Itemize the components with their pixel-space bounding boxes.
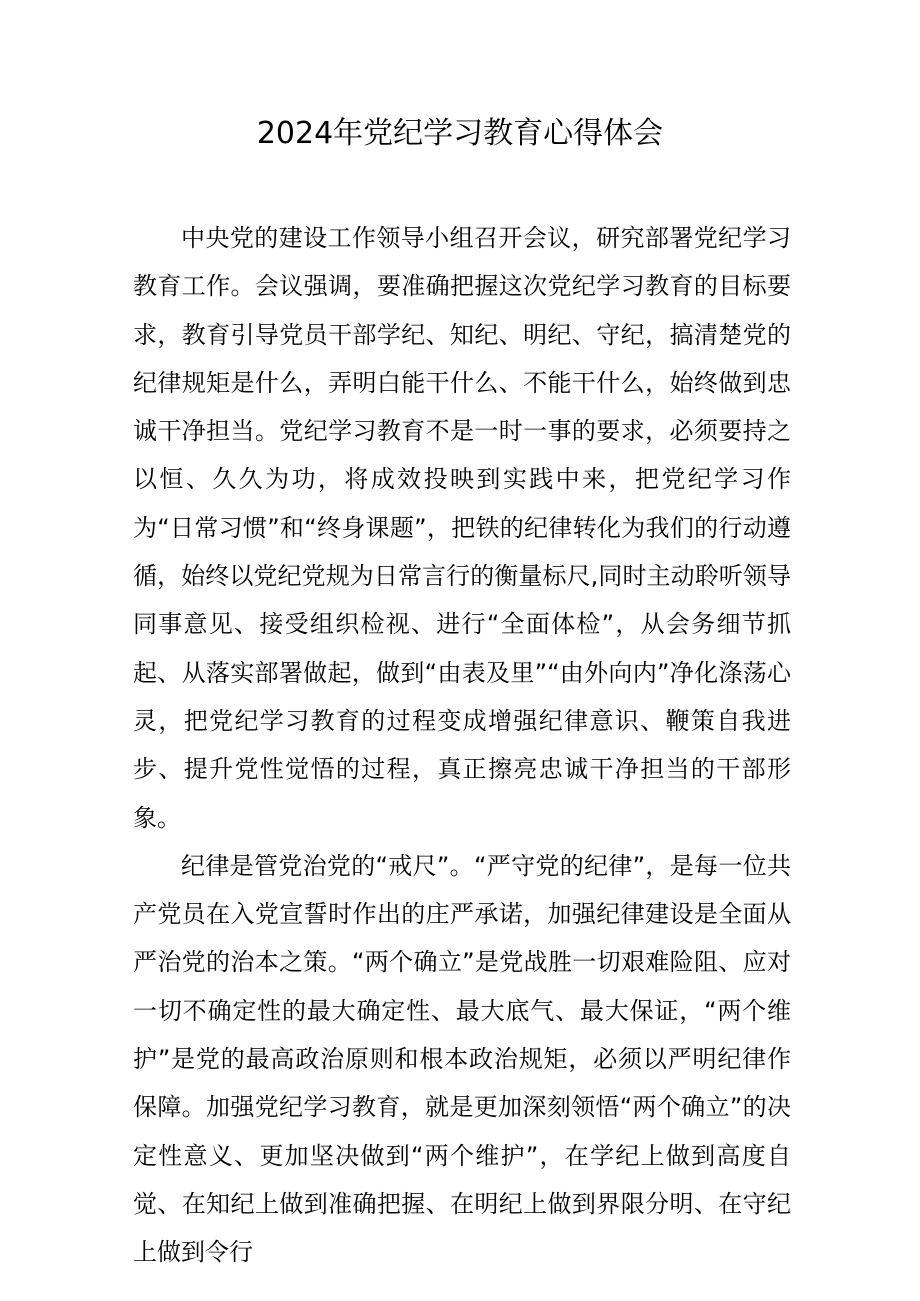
paragraph-2: 纪律是管党治党的“戒尺”。“严守党的纪律”，是每一位共产党员在入党宣誓时作出的庄严承诺，加强纪律建设是全面从严治党的治本之策。“两个确立”是党战胜一切艰难险阻、应对一切不确定性的最大确定性、最大底气、最大保证，“两个维护”是党的最高政治原则和根本政治规矩，必须以严明纪律作保障。加强党纪学习教育，就是更加深刻领悟“两个确立”的决定性意义、更加坚决做到“两个维护”，在学纪上做到高度自觉、在知纪上做到准确把握、在明纪上做到界限分明、在守纪上做到令行 <box>133 851 791 1267</box>
document-title: 2024年党纪学习教育心得体会 <box>256 116 664 151</box>
paragraph-1: 中央党的建设工作领导小组召开会议，研究部署党纪学习教育工作。会议强调，要准确把握这次党纪学习教育的目标要求，教育引导党员干部学纪、知纪、明纪、守纪，搞清楚党的纪律规矩是什么，弄明白能干什么、不能干什么，始终做到忠诚干净担当。党纪学习教育不是一时一事的要求，必须要持之以恒、久久为功，将成效投映到实践中来，把党纪学习作为“日常习惯”和“终身课题”，把铁的纪律转化为我们的行动遵循，始终以党纪党规为日常言行的衡量标尺,同时主动聆听领导同事意见、接受组织检视、进行“全面体检”，从会务细节抓起、从落实部署做起，做到“由表及里”“由外向内”净化涤荡心灵，把党纪学习教育的过程变成增强纪律意识、鞭策自我进步、提升党性觉悟的过程，真正擦亮忠诚干净担当的干部形象。 <box>133 224 791 832</box>
document-body <box>133 214 791 1277</box>
